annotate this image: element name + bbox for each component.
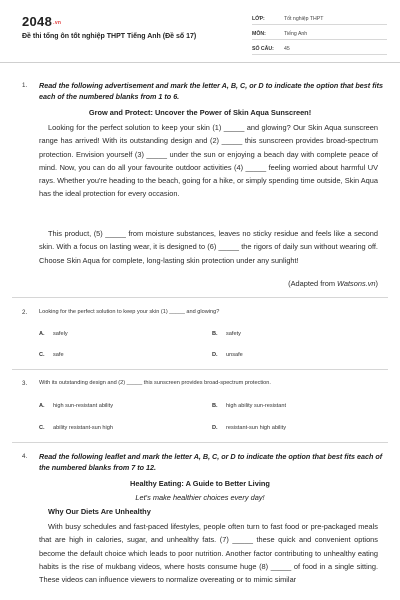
passage-subtitle: Let's make healthier choices every day! [135, 493, 265, 502]
option-d[interactable]: D. resistant-sun high ability [212, 425, 287, 431]
question-number: 1. [22, 82, 28, 89]
passage-paragraph: This product, (5) _____ from moisture substances, leaves no sticky residue and feels like a second skin. With a focus on lasting wear, it is designed to (6) _____ the rigors of daily sun without wearing off. Choose Skin Aqua for complete, long-lasting skin protection under any sunlight! [39, 229, 378, 265]
option-b[interactable]: B. high ability sun-resistant [212, 403, 287, 409]
passage-paragraph: Looking for the perfect solution to keep your skin (1) _____ and glowing? Our Skin Aqua sunscreen range has arrived! With its outstanding design and (2) _____ this sunscreen provides broad-spectrum protection. Envision yourself (3) _____ under the sun or enjoying a beach day with complete peace of mind. Now, you can do all your favourite outdoor activities (4) _____ feeling worried about harmful UV rays. Whether you're heading to the beach, going for a hike, or simply spending time outside, Skin Aqua has the ideal protection for every occasion. [39, 123, 378, 199]
question-text: Looking for the perfect solution to keep your skin (1) _____ and glowing? [39, 309, 220, 315]
meta-class: LỚP: Tốt nghiệp THPT [252, 14, 387, 25]
option-a[interactable]: A. high sun-resistant ability [39, 403, 114, 409]
question-number: 2. [22, 309, 28, 316]
question-number: 4. [22, 453, 28, 460]
divider [12, 297, 388, 298]
passage-title: Healthy Eating: A Guide to Better Living [130, 479, 270, 488]
option-c[interactable]: C. ability resistant-sun high [39, 425, 114, 431]
passage-source: (Adapted from Watsons.vn) [288, 279, 378, 288]
meta-subject: MÔN: Tiếng Anh [252, 29, 387, 40]
option-b[interactable]: B. safety [212, 331, 241, 337]
option-c[interactable]: C. safe [39, 352, 64, 358]
option-d[interactable]: D. unsafe [212, 352, 243, 358]
passage-paragraph: With busy schedules and fast-paced lifestyles, people often turn to fast food or pre-packaged meals that are high in calories, sugar, and unhealthy fats. (7) _____ these quick and convenient options become the default choice which leads to poor nutrition. Another factor contributing to unhealthy eating habits is the rise of mukbang videos, where hosts consume huge (8) _____ of food in a single sitting. These videos can influence viewers to normalize overeating or to mimic similar [39, 522, 378, 585]
option-a[interactable]: A. safely [39, 331, 68, 337]
divider [12, 442, 388, 443]
question-text: With its outstanding design and (2) _____ this sunscreen provides broad-spectrum protection. [39, 380, 271, 386]
section-heading: Why Our Diets Are Unhealthy [48, 507, 151, 516]
meta-question-count: SỐ CÂU: 45 [252, 44, 387, 55]
document-header [0, 0, 400, 63]
passage-title: Grow and Protect: Uncover the Power of Skin Aqua Sunscreen! [88, 108, 312, 117]
question-instruction: Read the following leaflet and mark the letter A, B, C, or D to indicate the option that best fits each of the numbered blanks from 7 to 12. [39, 452, 383, 472]
site-logo[interactable]: 2048.vn [22, 14, 62, 29]
divider [12, 369, 388, 370]
exam-title: Đề thi tổng ôn tốt nghiệp THPT Tiếng Anh (Đề số 17) [22, 33, 197, 40]
question-number: 3. [22, 380, 28, 387]
question-instruction: Read the following advertisement and mark the letter A, B, C, or D to indicate the option that best fits each of the numbered blanks from 1 to 6. [39, 81, 383, 101]
